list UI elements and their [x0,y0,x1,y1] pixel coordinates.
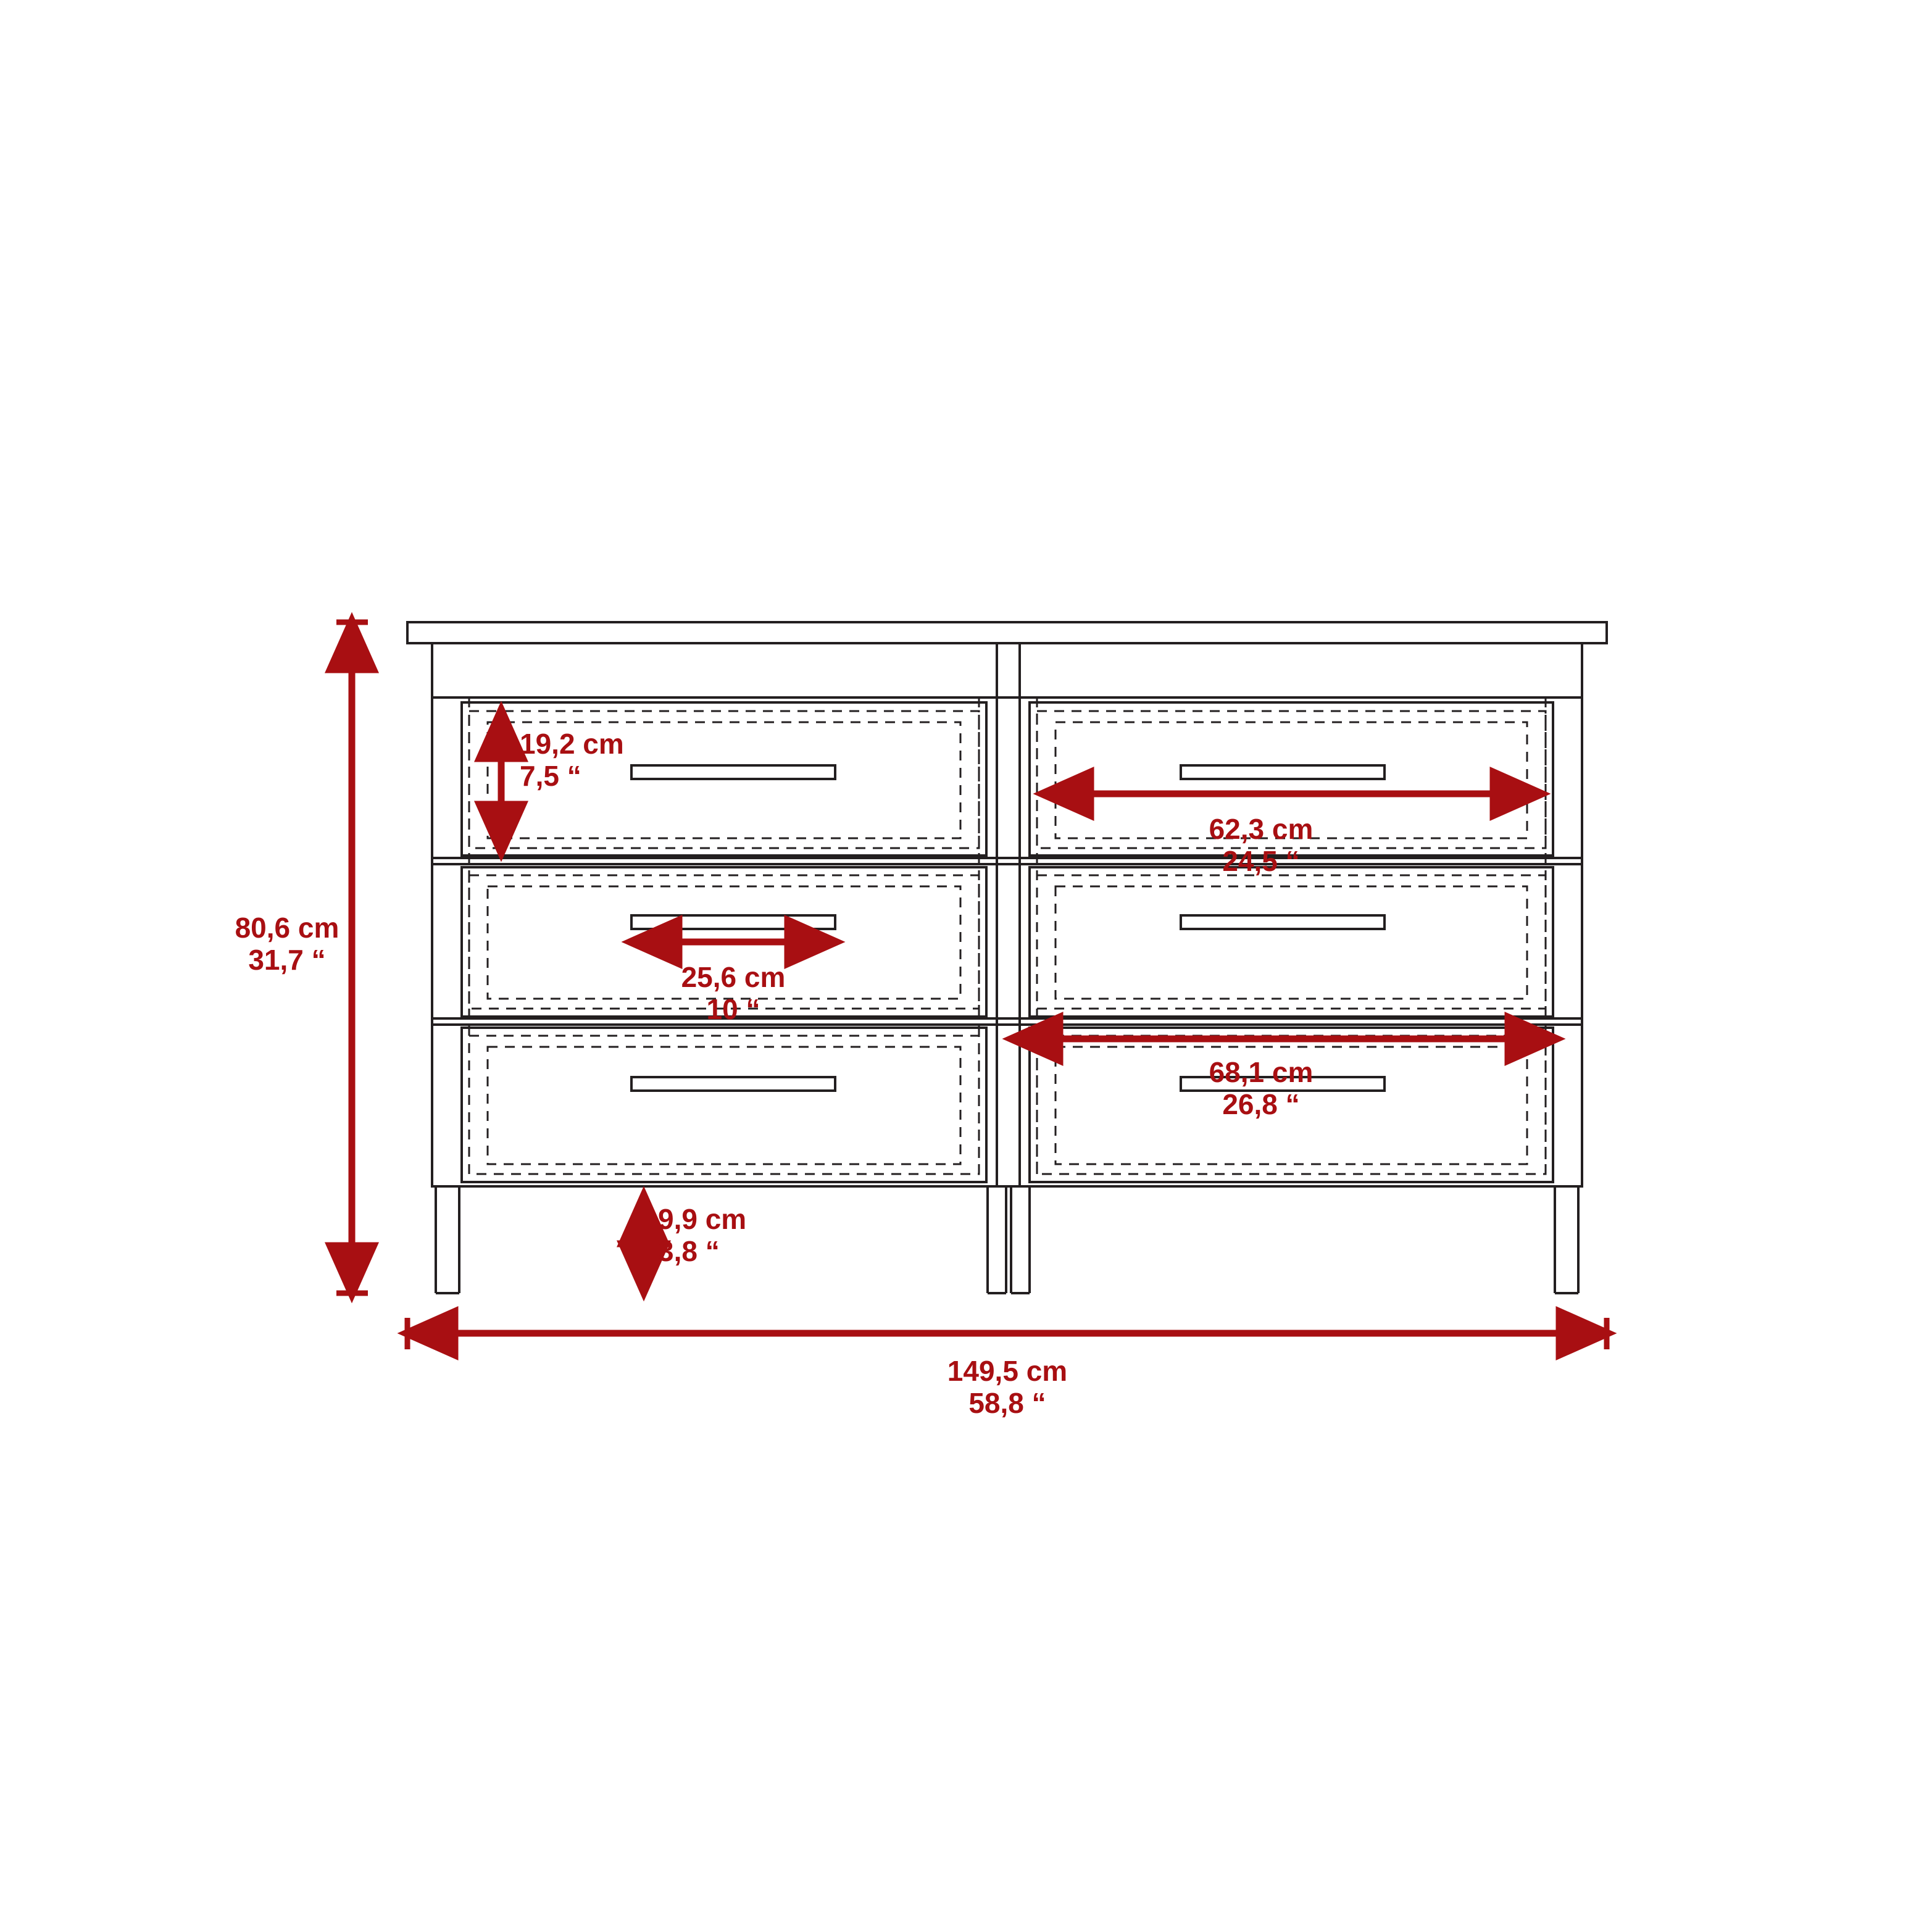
label-leg-height: 9,9 cm 3,8 “ [658,1203,747,1267]
label-lower-span-width: 68,1 cm 26,8 “ [1209,1056,1314,1120]
label-overall-height: 80,6 cm 31,7 “ [235,912,339,976]
label-top-drawer-height: 19,2 cm 7,5 “ [520,728,624,792]
label-overall-width: 149,5 cm 58,8 “ [947,1355,1068,1419]
label-right-drawer-width: 62,3 cm 24,5 “ [1209,813,1314,877]
label-handle-width: 25,6 cm 10 “ [681,961,786,1025]
